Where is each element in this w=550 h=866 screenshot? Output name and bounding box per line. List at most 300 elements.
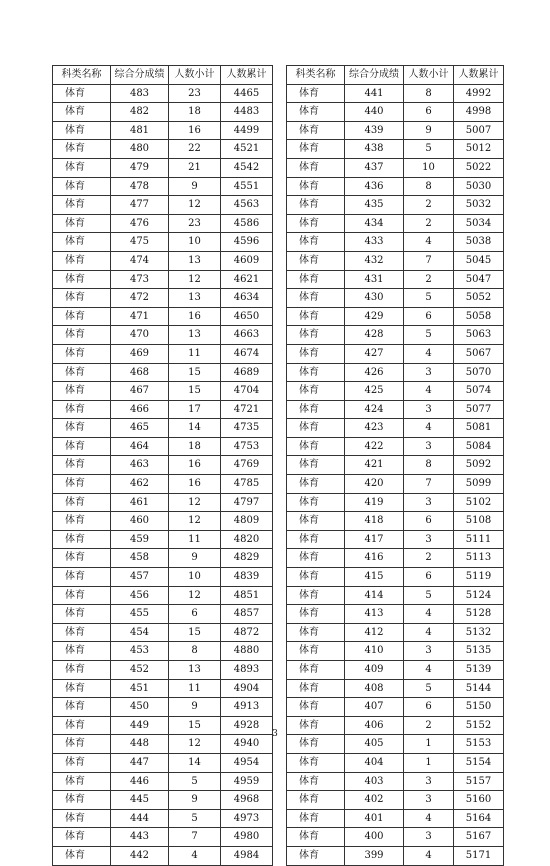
table-row bbox=[53, 642, 273, 661]
score-cell: 424 bbox=[345, 400, 404, 419]
count-cell: 12 bbox=[169, 493, 221, 512]
cumulative-cell: 5119 bbox=[454, 568, 504, 587]
category-cell: 体育 bbox=[287, 419, 345, 438]
count-cell: 3 bbox=[404, 772, 454, 791]
score-cell: 471 bbox=[111, 307, 169, 326]
table-row bbox=[287, 382, 504, 401]
count-cell: 13 bbox=[169, 326, 221, 345]
score-cell: 457 bbox=[111, 568, 169, 587]
cumulative-cell: 4521 bbox=[221, 140, 273, 159]
category-cell: 体育 bbox=[287, 363, 345, 382]
count-cell: 3 bbox=[404, 828, 454, 847]
category-cell: 体育 bbox=[287, 103, 345, 122]
score-cell: 436 bbox=[345, 177, 404, 196]
table-row bbox=[53, 251, 273, 270]
score-cell: 462 bbox=[111, 475, 169, 494]
table-row bbox=[287, 103, 504, 122]
score-cell: 431 bbox=[345, 270, 404, 289]
table-row bbox=[287, 772, 504, 791]
score-cell: 479 bbox=[111, 158, 169, 177]
table-row bbox=[287, 158, 504, 177]
count-cell: 3 bbox=[404, 642, 454, 661]
cumulative-cell: 4769 bbox=[221, 456, 273, 475]
category-cell: 体育 bbox=[53, 698, 111, 717]
count-cell: 4 bbox=[404, 661, 454, 680]
score-cell: 440 bbox=[345, 103, 404, 122]
count-cell: 11 bbox=[169, 679, 221, 698]
count-cell: 6 bbox=[169, 605, 221, 624]
score-cell: 445 bbox=[111, 791, 169, 810]
category-cell: 体育 bbox=[53, 158, 111, 177]
count-cell: 21 bbox=[169, 158, 221, 177]
cumulative-cell: 4704 bbox=[221, 382, 273, 401]
category-cell: 体育 bbox=[287, 716, 345, 735]
score-cell: 461 bbox=[111, 493, 169, 512]
category-cell: 体育 bbox=[53, 661, 111, 680]
category-cell: 体育 bbox=[53, 177, 111, 196]
score-cell: 463 bbox=[111, 456, 169, 475]
cumulative-cell: 5164 bbox=[454, 809, 504, 828]
score-cell: 410 bbox=[345, 642, 404, 661]
score-cell: 469 bbox=[111, 344, 169, 363]
category-cell: 体育 bbox=[287, 196, 345, 215]
score-cell: 474 bbox=[111, 251, 169, 270]
count-cell: 6 bbox=[404, 307, 454, 326]
category-cell: 体育 bbox=[287, 623, 345, 642]
cumulative-cell: 5124 bbox=[454, 586, 504, 605]
cumulative-cell: 4954 bbox=[221, 753, 273, 772]
cumulative-cell: 5160 bbox=[454, 791, 504, 810]
cumulative-cell: 4663 bbox=[221, 326, 273, 345]
score-cell: 430 bbox=[345, 289, 404, 308]
table-row bbox=[53, 382, 273, 401]
table-row bbox=[53, 549, 273, 568]
score-cell: 443 bbox=[111, 828, 169, 847]
count-cell: 16 bbox=[169, 121, 221, 140]
table-row bbox=[53, 196, 273, 215]
category-cell: 体育 bbox=[53, 437, 111, 456]
cumulative-cell: 5074 bbox=[454, 382, 504, 401]
count-cell: 11 bbox=[169, 344, 221, 363]
category-cell: 体育 bbox=[287, 326, 345, 345]
cumulative-cell: 5152 bbox=[454, 716, 504, 735]
count-cell: 13 bbox=[169, 661, 221, 680]
cumulative-cell: 4542 bbox=[221, 158, 273, 177]
table-row bbox=[53, 493, 273, 512]
count-cell: 3 bbox=[404, 363, 454, 382]
category-cell: 体育 bbox=[53, 530, 111, 549]
score-cell: 435 bbox=[345, 196, 404, 215]
category-cell: 体育 bbox=[287, 791, 345, 810]
count-cell: 4 bbox=[404, 623, 454, 642]
cumulative-cell: 5081 bbox=[454, 419, 504, 438]
score-cell: 458 bbox=[111, 549, 169, 568]
score-cell: 414 bbox=[345, 586, 404, 605]
count-cell: 2 bbox=[404, 214, 454, 233]
score-cell: 432 bbox=[345, 251, 404, 270]
table-row bbox=[53, 437, 273, 456]
score-cell: 418 bbox=[345, 512, 404, 531]
table-row bbox=[53, 400, 273, 419]
category-cell: 体育 bbox=[53, 753, 111, 772]
score-cell: 399 bbox=[345, 846, 404, 865]
score-cell: 455 bbox=[111, 605, 169, 624]
score-cell: 481 bbox=[111, 121, 169, 140]
category-cell: 体育 bbox=[53, 456, 111, 475]
score-cell: 467 bbox=[111, 382, 169, 401]
count-cell: 11 bbox=[169, 530, 221, 549]
cumulative-cell: 5022 bbox=[454, 158, 504, 177]
score-cell: 454 bbox=[111, 623, 169, 642]
score-cell: 442 bbox=[111, 846, 169, 865]
category-cell: 体育 bbox=[53, 140, 111, 159]
category-cell: 体育 bbox=[53, 400, 111, 419]
header-row bbox=[287, 66, 504, 85]
count-cell: 3 bbox=[404, 493, 454, 512]
cumulative-cell: 4634 bbox=[221, 289, 273, 308]
score-cell: 475 bbox=[111, 233, 169, 252]
table-row bbox=[53, 846, 273, 865]
cumulative-cell: 5032 bbox=[454, 196, 504, 215]
table-row bbox=[287, 512, 504, 531]
table-row bbox=[287, 307, 504, 326]
cumulative-cell: 5084 bbox=[454, 437, 504, 456]
count-cell: 15 bbox=[169, 716, 221, 735]
header-cumulative: 人数累计 bbox=[221, 66, 273, 85]
count-cell: 6 bbox=[404, 512, 454, 531]
header-count: 人数小计 bbox=[169, 66, 221, 85]
cumulative-cell: 5058 bbox=[454, 307, 504, 326]
table-row bbox=[53, 512, 273, 531]
score-cell: 415 bbox=[345, 568, 404, 587]
cumulative-cell: 4551 bbox=[221, 177, 273, 196]
count-cell: 2 bbox=[404, 270, 454, 289]
score-cell: 447 bbox=[111, 753, 169, 772]
score-cell: 401 bbox=[345, 809, 404, 828]
table-row bbox=[53, 828, 273, 847]
count-cell: 5 bbox=[404, 140, 454, 159]
score-cell: 470 bbox=[111, 326, 169, 345]
category-cell: 体育 bbox=[287, 400, 345, 419]
count-cell: 9 bbox=[169, 549, 221, 568]
score-cell: 449 bbox=[111, 716, 169, 735]
cumulative-cell: 5007 bbox=[454, 121, 504, 140]
count-cell: 4 bbox=[404, 382, 454, 401]
score-cell: 473 bbox=[111, 270, 169, 289]
table-row bbox=[287, 196, 504, 215]
count-cell: 16 bbox=[169, 307, 221, 326]
cumulative-cell: 5034 bbox=[454, 214, 504, 233]
score-cell: 452 bbox=[111, 661, 169, 680]
table-row bbox=[287, 177, 504, 196]
table-row bbox=[287, 84, 504, 103]
cumulative-cell: 5038 bbox=[454, 233, 504, 252]
count-cell: 4 bbox=[169, 846, 221, 865]
cumulative-cell: 4880 bbox=[221, 642, 273, 661]
cumulative-cell: 5108 bbox=[454, 512, 504, 531]
cumulative-cell: 4980 bbox=[221, 828, 273, 847]
category-cell: 体育 bbox=[287, 809, 345, 828]
count-cell: 5 bbox=[404, 289, 454, 308]
category-cell: 体育 bbox=[53, 605, 111, 624]
count-cell: 8 bbox=[404, 456, 454, 475]
table-row bbox=[287, 623, 504, 642]
cumulative-cell: 4465 bbox=[221, 84, 273, 103]
count-cell: 18 bbox=[169, 103, 221, 122]
table-row bbox=[287, 437, 504, 456]
header-row bbox=[53, 66, 273, 85]
count-cell: 7 bbox=[404, 475, 454, 494]
cumulative-cell: 5099 bbox=[454, 475, 504, 494]
cumulative-cell: 5154 bbox=[454, 753, 504, 772]
score-cell: 413 bbox=[345, 605, 404, 624]
category-cell: 体育 bbox=[53, 84, 111, 103]
cumulative-cell: 4968 bbox=[221, 791, 273, 810]
count-cell: 13 bbox=[169, 251, 221, 270]
cumulative-cell: 4650 bbox=[221, 307, 273, 326]
score-cell: 409 bbox=[345, 661, 404, 680]
cumulative-cell: 4797 bbox=[221, 493, 273, 512]
cumulative-cell: 4753 bbox=[221, 437, 273, 456]
cumulative-cell: 5045 bbox=[454, 251, 504, 270]
count-cell: 17 bbox=[169, 400, 221, 419]
category-cell: 体育 bbox=[53, 233, 111, 252]
score-cell: 450 bbox=[111, 698, 169, 717]
score-cell: 416 bbox=[345, 549, 404, 568]
category-cell: 体育 bbox=[53, 196, 111, 215]
cumulative-cell: 5077 bbox=[454, 400, 504, 419]
table-row bbox=[287, 419, 504, 438]
table-row bbox=[53, 326, 273, 345]
count-cell: 8 bbox=[169, 642, 221, 661]
category-cell: 体育 bbox=[287, 456, 345, 475]
count-cell: 3 bbox=[404, 791, 454, 810]
table-row bbox=[287, 530, 504, 549]
table-row bbox=[287, 679, 504, 698]
score-cell: 466 bbox=[111, 400, 169, 419]
cumulative-cell: 5092 bbox=[454, 456, 504, 475]
category-cell: 体育 bbox=[287, 642, 345, 661]
score-cell: 456 bbox=[111, 586, 169, 605]
table-body-right bbox=[287, 84, 504, 865]
count-cell: 5 bbox=[404, 326, 454, 345]
score-cell: 421 bbox=[345, 456, 404, 475]
count-cell: 4 bbox=[404, 233, 454, 252]
table-row bbox=[287, 698, 504, 717]
category-cell: 体育 bbox=[287, 512, 345, 531]
cumulative-cell: 4596 bbox=[221, 233, 273, 252]
cumulative-cell: 4499 bbox=[221, 121, 273, 140]
table-row bbox=[287, 809, 504, 828]
count-cell: 15 bbox=[169, 623, 221, 642]
category-cell: 体育 bbox=[53, 270, 111, 289]
count-cell: 14 bbox=[169, 419, 221, 438]
score-cell: 422 bbox=[345, 437, 404, 456]
count-cell: 16 bbox=[169, 456, 221, 475]
category-cell: 体育 bbox=[53, 735, 111, 754]
count-cell: 4 bbox=[404, 809, 454, 828]
table-row bbox=[53, 530, 273, 549]
table-row bbox=[287, 846, 504, 865]
table-row bbox=[53, 344, 273, 363]
table-row bbox=[53, 84, 273, 103]
score-cell: 423 bbox=[345, 419, 404, 438]
score-cell: 400 bbox=[345, 828, 404, 847]
category-cell: 体育 bbox=[53, 512, 111, 531]
count-cell: 12 bbox=[169, 270, 221, 289]
header-score: 综合分成绩 bbox=[345, 66, 404, 85]
table-row bbox=[287, 344, 504, 363]
score-cell: 483 bbox=[111, 84, 169, 103]
table-row bbox=[287, 289, 504, 308]
category-cell: 体育 bbox=[53, 326, 111, 345]
category-cell: 体育 bbox=[53, 382, 111, 401]
cumulative-cell: 5067 bbox=[454, 344, 504, 363]
count-cell: 4 bbox=[404, 419, 454, 438]
count-cell: 6 bbox=[404, 568, 454, 587]
score-cell: 412 bbox=[345, 623, 404, 642]
cumulative-cell: 4928 bbox=[221, 716, 273, 735]
category-cell: 体育 bbox=[287, 828, 345, 847]
table-row bbox=[287, 121, 504, 140]
count-cell: 22 bbox=[169, 140, 221, 159]
category-cell: 体育 bbox=[287, 121, 345, 140]
category-cell: 体育 bbox=[287, 846, 345, 865]
count-cell: 8 bbox=[404, 84, 454, 103]
cumulative-cell: 5012 bbox=[454, 140, 504, 159]
score-cell: 464 bbox=[111, 437, 169, 456]
cumulative-cell: 4721 bbox=[221, 400, 273, 419]
count-cell: 12 bbox=[169, 512, 221, 531]
count-cell: 2 bbox=[404, 196, 454, 215]
category-cell: 体育 bbox=[287, 158, 345, 177]
score-cell: 468 bbox=[111, 363, 169, 382]
score-cell: 437 bbox=[345, 158, 404, 177]
cumulative-cell: 4959 bbox=[221, 772, 273, 791]
score-cell: 408 bbox=[345, 679, 404, 698]
score-cell: 477 bbox=[111, 196, 169, 215]
category-cell: 体育 bbox=[287, 605, 345, 624]
table-row bbox=[287, 363, 504, 382]
category-cell: 体育 bbox=[287, 307, 345, 326]
category-cell: 体育 bbox=[53, 623, 111, 642]
header-category: 科类名称 bbox=[287, 66, 345, 85]
score-cell: 403 bbox=[345, 772, 404, 791]
table-row bbox=[287, 251, 504, 270]
category-cell: 体育 bbox=[287, 140, 345, 159]
score-cell: 476 bbox=[111, 214, 169, 233]
cumulative-cell: 4563 bbox=[221, 196, 273, 215]
table-row bbox=[287, 791, 504, 810]
table-row bbox=[53, 475, 273, 494]
count-cell: 3 bbox=[404, 530, 454, 549]
table-row bbox=[53, 419, 273, 438]
count-cell: 5 bbox=[404, 586, 454, 605]
category-cell: 体育 bbox=[287, 289, 345, 308]
count-cell: 1 bbox=[404, 735, 454, 754]
category-cell: 体育 bbox=[287, 251, 345, 270]
cumulative-cell: 5128 bbox=[454, 605, 504, 624]
category-cell: 体育 bbox=[53, 363, 111, 382]
category-cell: 体育 bbox=[53, 214, 111, 233]
cumulative-cell: 5157 bbox=[454, 772, 504, 791]
score-cell: 478 bbox=[111, 177, 169, 196]
category-cell: 体育 bbox=[53, 475, 111, 494]
cumulative-cell: 4984 bbox=[221, 846, 273, 865]
category-cell: 体育 bbox=[53, 809, 111, 828]
category-cell: 体育 bbox=[287, 493, 345, 512]
count-cell: 5 bbox=[169, 809, 221, 828]
cumulative-cell: 4735 bbox=[221, 419, 273, 438]
table-row bbox=[287, 140, 504, 159]
category-cell: 体育 bbox=[53, 846, 111, 865]
count-cell: 1 bbox=[404, 753, 454, 772]
category-cell: 体育 bbox=[287, 214, 345, 233]
cumulative-cell: 4689 bbox=[221, 363, 273, 382]
count-cell: 16 bbox=[169, 475, 221, 494]
table-row bbox=[53, 214, 273, 233]
cumulative-cell: 4839 bbox=[221, 568, 273, 587]
score-cell: 427 bbox=[345, 344, 404, 363]
score-cell: 425 bbox=[345, 382, 404, 401]
score-cell: 451 bbox=[111, 679, 169, 698]
cumulative-cell: 5070 bbox=[454, 363, 504, 382]
cumulative-cell: 4973 bbox=[221, 809, 273, 828]
table-row bbox=[287, 642, 504, 661]
table-row bbox=[287, 828, 504, 847]
count-cell: 2 bbox=[404, 716, 454, 735]
cumulative-cell: 5030 bbox=[454, 177, 504, 196]
count-cell: 12 bbox=[169, 196, 221, 215]
category-cell: 体育 bbox=[287, 753, 345, 772]
category-cell: 体育 bbox=[53, 568, 111, 587]
table-row bbox=[53, 605, 273, 624]
table-row bbox=[53, 586, 273, 605]
score-cell: 429 bbox=[345, 307, 404, 326]
category-cell: 体育 bbox=[53, 586, 111, 605]
score-cell: 482 bbox=[111, 103, 169, 122]
count-cell: 5 bbox=[404, 679, 454, 698]
table-row bbox=[53, 103, 273, 122]
count-cell: 3 bbox=[404, 400, 454, 419]
count-cell: 7 bbox=[169, 828, 221, 847]
score-cell: 428 bbox=[345, 326, 404, 345]
category-cell: 体育 bbox=[53, 772, 111, 791]
cumulative-cell: 4621 bbox=[221, 270, 273, 289]
category-cell: 体育 bbox=[287, 270, 345, 289]
score-table-left bbox=[52, 65, 273, 866]
table-row bbox=[287, 400, 504, 419]
score-cell: 446 bbox=[111, 772, 169, 791]
table-row bbox=[53, 289, 273, 308]
cumulative-cell: 5153 bbox=[454, 735, 504, 754]
score-cell: 426 bbox=[345, 363, 404, 382]
category-cell: 体育 bbox=[287, 344, 345, 363]
cumulative-cell: 4829 bbox=[221, 549, 273, 568]
category-cell: 体育 bbox=[287, 549, 345, 568]
table-row bbox=[53, 568, 273, 587]
cumulative-cell: 5052 bbox=[454, 289, 504, 308]
category-cell: 体育 bbox=[287, 568, 345, 587]
count-cell: 15 bbox=[169, 382, 221, 401]
table-row bbox=[53, 791, 273, 810]
count-cell: 4 bbox=[404, 605, 454, 624]
cumulative-cell: 4913 bbox=[221, 698, 273, 717]
table-row bbox=[53, 772, 273, 791]
count-cell: 10 bbox=[169, 568, 221, 587]
count-cell: 12 bbox=[169, 586, 221, 605]
cumulative-cell: 4586 bbox=[221, 214, 273, 233]
